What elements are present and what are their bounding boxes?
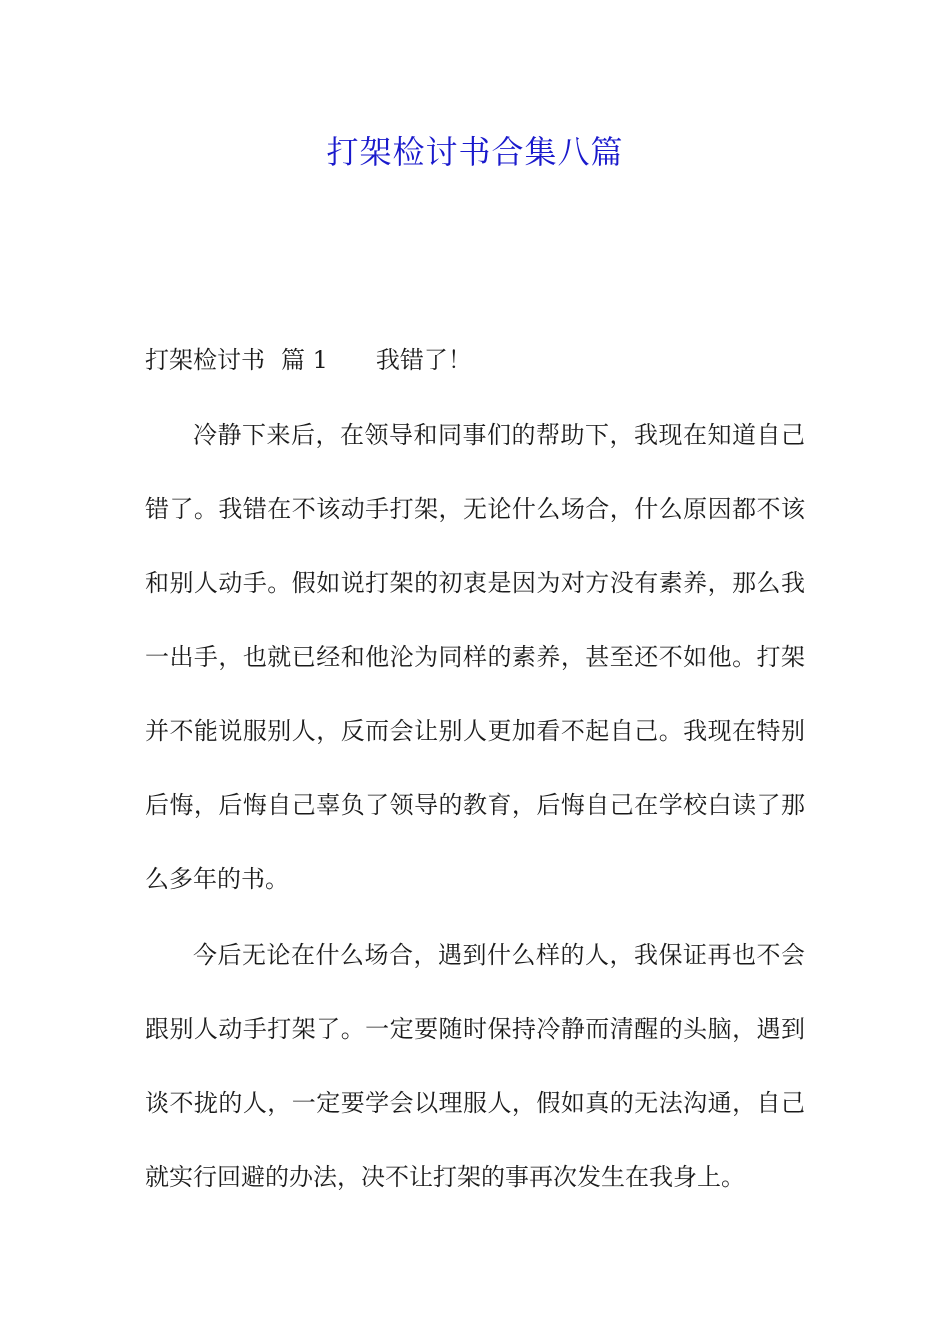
paragraph: 今后无论在什么场合，遇到什么样的人，我保证再也不会跟别人动手打架了。一定要随时保持冷静而清醒的头脑，遇到谈不拢的人，一定要学会以理服人，假如真的无法沟通，自己就实行回避的办法，决不让打架的事再次发生在我身上。 bbox=[145, 941, 805, 1191]
section-label: 打架检讨书 bbox=[145, 346, 265, 374]
section-opening: 我错了！ bbox=[375, 346, 472, 374]
paragraph: 冷静下来后，在领导和同事们的帮助下，我现在知道自己错了。我错在不该动手打架，无论什么场合，什么原因都不该和别人动手。假如说打架的初衷是因为对方没有素养，那么我一出手，也就已经和他沦为同样的素养，甚至还不如他。打架并不能说服别人，反而会让别人更加看不起自己。我现在特别后悔，后悔自己辜负了领导的教育，后悔自己在学校白读了那么多年的书。 bbox=[145, 421, 805, 893]
document-title: 打架检讨书合集八篇 bbox=[326, 133, 624, 171]
section-number: 篇 1 bbox=[281, 346, 328, 374]
section-heading bbox=[145, 323, 805, 397]
